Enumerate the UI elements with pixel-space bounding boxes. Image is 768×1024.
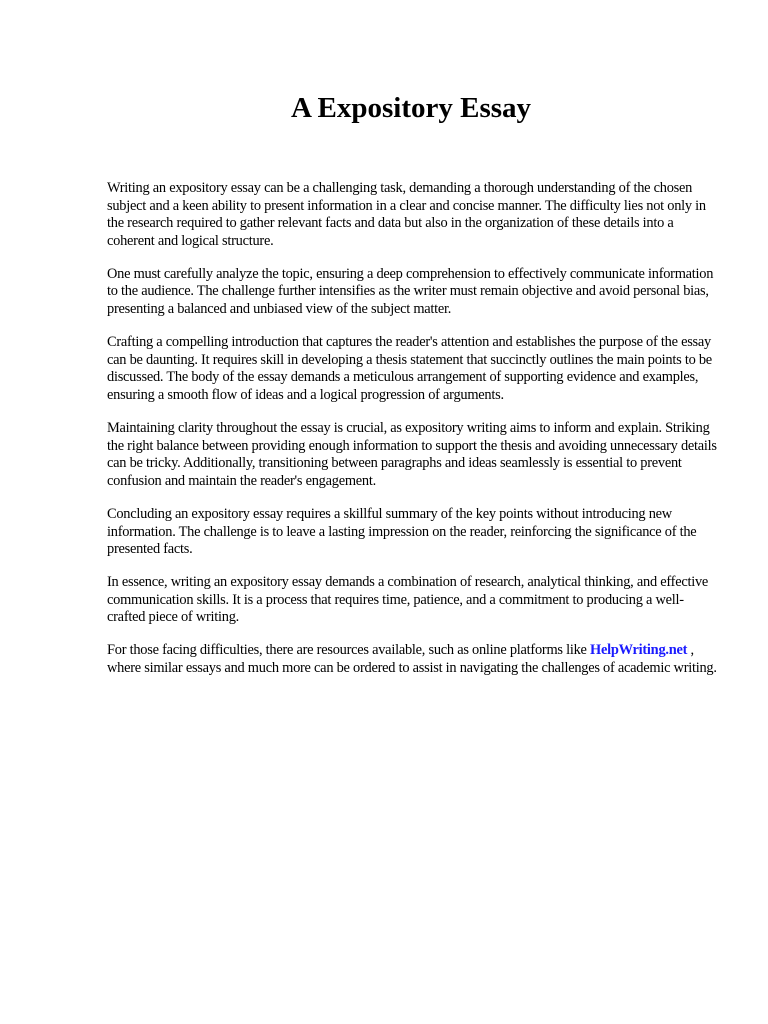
paragraph-7	[107, 642, 719, 677]
paragraph-7-outro: , where similar essays and much more can be ordered to assist in navigating the challenges of academic writing.	[107, 642, 717, 677]
paragraph-6: In essence, writing an expository essay demands a combination of research, analytical thinking, and effective communication skills. It is a process that requires time, patience, and a commitment to producing a well-crafted piece of writing.	[107, 574, 709, 626]
paragraph-7-intro: For those facing difficulties, there are resources available, such as online platforms like	[107, 642, 591, 659]
paragraph-5: Concluding an expository essay requires a skillful summary of the key points without introducing new information. The challenge is to leave a lasting impression on the reader, reinforcing the significance of the presented facts.	[107, 505, 697, 558]
document-body	[107, 180, 719, 693]
paragraph-3: Crafting a compelling introduction that captures the reader's attention and establishes the purpose of the essay can be daunting. It requires skill in developing a thesis statement that succinctly outlines the main points to be discussed. The body of the essay demands a meticulous arrangement of supporting evidence and examples, ensuring a smooth flow of ideas and a logical progression of arguments.	[107, 334, 712, 403]
paragraph-4: Maintaining clarity throughout the essay is crucial, as expository writing aims to inform and explain. Striking the right balance between providing enough information to support the thesis and avoiding unnecessary details can be tricky. Additionally, transitioning between paragraphs and ideas seamlessly is essential to prevent confusion and maintain the reader's engagement.	[107, 420, 717, 489]
helpwriting-link[interactable]: HelpWriting.net	[590, 642, 688, 659]
paragraph-1: Writing an expository essay can be a challenging task, demanding a thorough understanding of the chosen subject and a keen ability to present information in a clear and concise manner. The difficulty lies not only in the research required to gather relevant facts and data but also in the organization of these details into a coherent and logical structure.	[107, 180, 706, 249]
document-title: A Expository Essay	[290, 92, 532, 124]
paragraph-2: One must carefully analyze the topic, ensuring a deep comprehension to effectively communicate information to the audience. The challenge further intensifies as the writer must remain objective and avoid personal bias, presenting a balanced and unbiased view of the subject matter.	[107, 265, 714, 318]
